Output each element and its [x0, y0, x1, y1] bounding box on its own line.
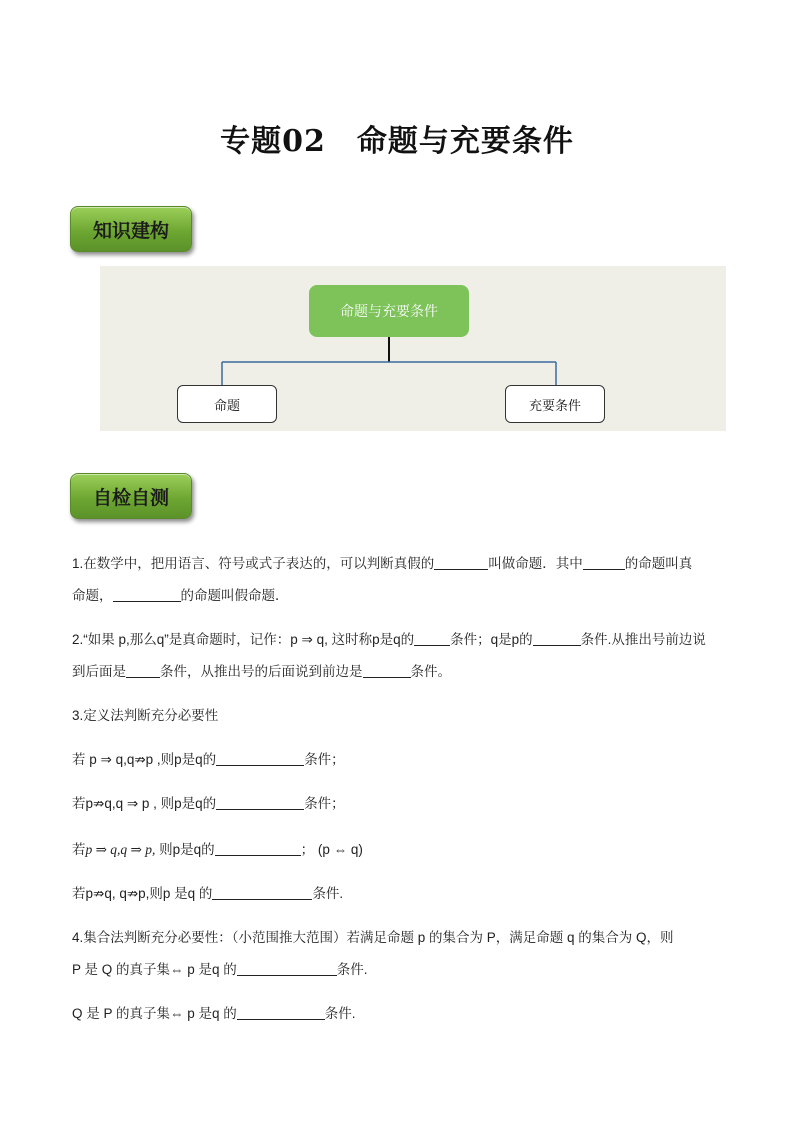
- answer-blank: [434, 555, 488, 570]
- answer-blank: [126, 663, 160, 678]
- question-3-title: 3.定义法判断充分必要性: [72, 708, 219, 723]
- diagram-node-proposition: 命题: [177, 385, 277, 423]
- diagram-root-node: 命题与充要条件: [309, 285, 469, 337]
- answer-blank: [237, 1005, 325, 1020]
- answer-blank: [113, 587, 181, 602]
- question-1: 1.在数学中，把用语言、符号或式子表达的，可以判断真假的 叫做命题．其中 的命题叫真 命题， 的命题叫假命题．: [72, 556, 693, 603]
- answer-blank: [533, 631, 581, 646]
- answer-blank: [237, 961, 337, 976]
- question-4: 4.集合法判断充分必要性：（小范围推大范围）若满足命题 p 的集合为 P，满足命题 q 的集合为 Q，则 P 是 Q 的真子集⇔ p 是q 的 条件.: [72, 930, 674, 977]
- answer-blank: [583, 555, 625, 570]
- concept-diagram: [100, 266, 726, 431]
- question-3-line-1: 若 p ⇒ q,q⇏p ,则p是q的 条件；: [72, 752, 345, 767]
- answer-blank: [216, 751, 304, 766]
- section-heading-selftest: 自检自测: [70, 473, 192, 519]
- question-3-line-3: 若p ⇒ q,q ⇒ p, 则p是q的 ； (p ⇔ q): [72, 842, 363, 857]
- question-4-line-3: Q 是 P 的真子集⇔ p 是q 的 条件.: [72, 1006, 356, 1021]
- question-3-line-2: 若p⇏q,q ⇒ p , 则p是q的 条件；: [72, 796, 345, 811]
- diagram-node-condition: 充要条件: [505, 385, 605, 423]
- answer-blank: [215, 841, 301, 856]
- answer-blank: [212, 885, 312, 900]
- question-2: 2.“如果 p,那么q”是真命题时，记作：p ⇒ q, 这时称p是q的 条件；q是p的 条件.从推出号前边说 到后面是 条件，从推出号的后面说到前边是 条件。: [72, 632, 706, 679]
- section-heading-knowledge: 知识建构: [70, 206, 192, 252]
- page-title: 专题02 命题与充要条件: [220, 124, 574, 159]
- question-3-line-4: 若p⇏q, q⇏p,则p 是q 的 条件.: [72, 886, 344, 901]
- answer-blank: [363, 663, 411, 678]
- answer-blank: [414, 631, 450, 646]
- answer-blank: [216, 795, 304, 810]
